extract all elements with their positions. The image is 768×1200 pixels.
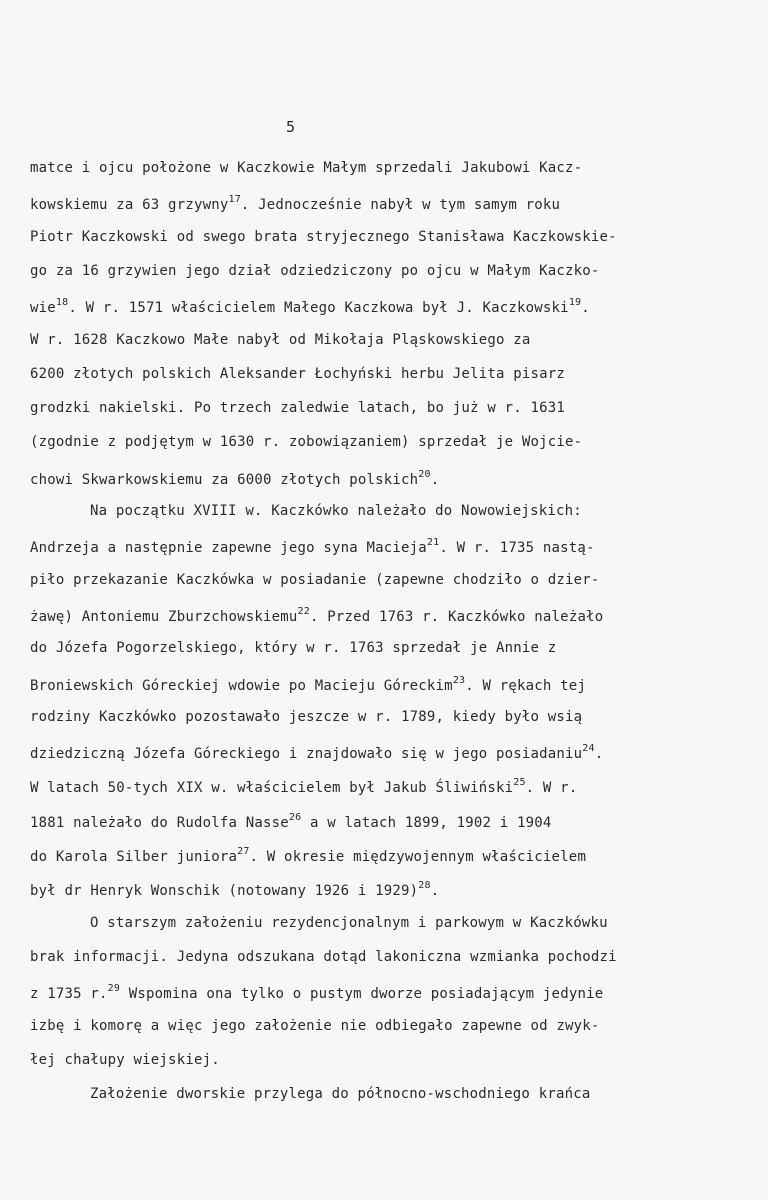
text-line	[30, 229, 617, 245]
footnote-marker: 23	[452, 674, 466, 686]
text-line	[30, 743, 603, 762]
line-text-continued: .	[594, 746, 604, 763]
footnote-marker: 17	[228, 194, 241, 206]
line-text: W r. 1628 Kaczkowo Małe nabył od Mikołaja Pląskowskiego za	[30, 331, 531, 348]
text-line	[30, 1052, 220, 1068]
line-text-continued: . W r. 1571 właścicielem Małego Kaczkowa był J. Kaczkowski	[68, 300, 569, 317]
text-line	[30, 332, 530, 348]
page-number: 5	[286, 118, 296, 136]
footnote-marker: 29	[107, 983, 121, 995]
line-text: grodzki nakielski. Po trzech zaledwie latach, bo już w r. 1631	[30, 400, 565, 417]
line-text: Na początku XVIII w. Kaczkówko należało do Nowowiejskich:	[90, 503, 582, 519]
footnote-marker: 22	[297, 605, 310, 617]
line-text-continued: . Przed 1763 r. Kaczkówko należało	[309, 608, 604, 625]
text-line	[90, 503, 582, 519]
text-line	[30, 434, 582, 450]
text-line	[30, 297, 590, 316]
footnote-marker: 27	[237, 846, 250, 857]
line-text: Andrzeja a następnie zapewne jego syna Macieja	[30, 540, 427, 557]
line-text: Broniewskich Góreckiej wdowie po Macieju Góreckim	[30, 677, 453, 694]
text-line	[30, 606, 603, 625]
text-line	[30, 572, 600, 588]
text-line	[30, 777, 577, 796]
line-text: izbę i komorę a więc jego założenie nie odbiegało zapewne od zwyk-	[30, 1017, 600, 1034]
text-line	[90, 915, 608, 931]
line-text-continued: . W rękach tej	[465, 677, 587, 694]
text-line	[30, 537, 595, 556]
footnote-marker: 24	[582, 743, 595, 755]
footnote-marker: 20	[418, 468, 431, 480]
line-text-continued: a w latach 1899, 1902 i 1904	[301, 814, 552, 831]
text-line	[30, 983, 603, 1002]
text-line	[30, 640, 556, 656]
line-text: 1881 należało do Rudolfa Nasse	[30, 814, 289, 831]
text-line	[30, 160, 582, 176]
line-text: Założenie dworskie przylega do północno-wschodniego krańca	[90, 1086, 591, 1103]
text-line	[30, 880, 439, 899]
line-text: łej chałupy wiejskiej.	[30, 1051, 220, 1068]
line-text: chowi Skwarkowskiemu za 6000 złotych polskich	[30, 471, 419, 488]
line-text-continued: Wspomina ona tylko o pustym dworze posiadającym jedynie	[120, 986, 604, 1003]
line-text-continued: .	[430, 883, 440, 900]
footnote-marker: 19	[568, 297, 582, 309]
footnote-marker: 28	[418, 880, 431, 892]
footnote-marker: 21	[426, 537, 440, 549]
text-line	[30, 709, 582, 725]
line-text-continued: . Jednocześnie nabył w tym samym roku	[240, 197, 561, 214]
line-text-continued: . W r.	[525, 780, 578, 797]
line-text: W latach 50-tych XIX w. właścicielem był Jakub Śliwiński	[30, 780, 514, 797]
text-line	[30, 400, 565, 416]
footnote-marker: 26	[288, 811, 302, 823]
line-text: żawę) Antoniemu Zburzchowskiemu	[30, 608, 298, 625]
line-text: kowskiemu za 63 grzywny	[30, 197, 229, 214]
text-line	[30, 263, 600, 279]
line-text: (zgodnie z podjętym w 1630 r. zobowiązaniem) sprzedał je Wojcie-	[30, 434, 583, 451]
line-text: dziedziczną Józefa Góreckiego i znajdowało się w jego posiadaniu	[30, 746, 583, 763]
line-text: brak informacji. Jedyna odszukana dotąd lakoniczna wzmianka pochodzi	[30, 948, 617, 965]
text-line	[30, 366, 565, 382]
line-text: do Józefa Pogorzelskiego, który w r. 1763 sprzedał je Annie z	[30, 640, 557, 657]
line-text: go za 16 grzywien jego dział odziedziczony po ojcu w Małym Kaczko-	[30, 262, 600, 279]
footnote-marker: 18	[55, 297, 69, 309]
text-line	[30, 194, 560, 213]
line-text: 6200 złotych polskich Aleksander Łochyński herbu Jelita pisarz	[30, 365, 565, 382]
text-line	[30, 469, 439, 488]
line-text: O starszym założeniu rezydencjonalnym i parkowym w Kaczkówku	[90, 914, 608, 931]
line-text-continued: .	[581, 300, 590, 317]
line-text: wie	[30, 300, 56, 317]
line-text-continued: .	[430, 471, 440, 488]
text-line	[30, 949, 617, 965]
line-text-continued: . W r. 1735 nastą-	[439, 540, 595, 557]
line-text: z 1735 r.	[30, 986, 108, 1003]
line-text: rodziny Kaczkówko pozostawało jeszcze w r. 1789, kiedy było wsią	[30, 708, 583, 725]
footnote-marker: 25	[513, 777, 526, 789]
line-text-continued: . W okresie międzywojennym właścicielem	[249, 849, 587, 865]
line-text: matce i ojcu położone w Kaczkowie Małym sprzedali Jakubowi Kacz-	[30, 160, 583, 176]
line-text: piło przekazanie Kaczkówka w posiadanie (zapewne chodziło o dzier-	[30, 571, 600, 588]
line-text: był dr Henryk Wonschik (notowany 1926 i 1929)	[30, 883, 419, 900]
text-line	[90, 1086, 590, 1102]
text-line	[30, 846, 586, 865]
text-line	[30, 1018, 600, 1034]
line-text: do Karola Silber juniora	[30, 849, 238, 865]
line-text: Piotr Kaczkowski od swego brata stryjecznego Stanisława Kaczkowskie-	[30, 228, 617, 245]
text-line	[30, 812, 552, 831]
text-line	[30, 675, 586, 694]
